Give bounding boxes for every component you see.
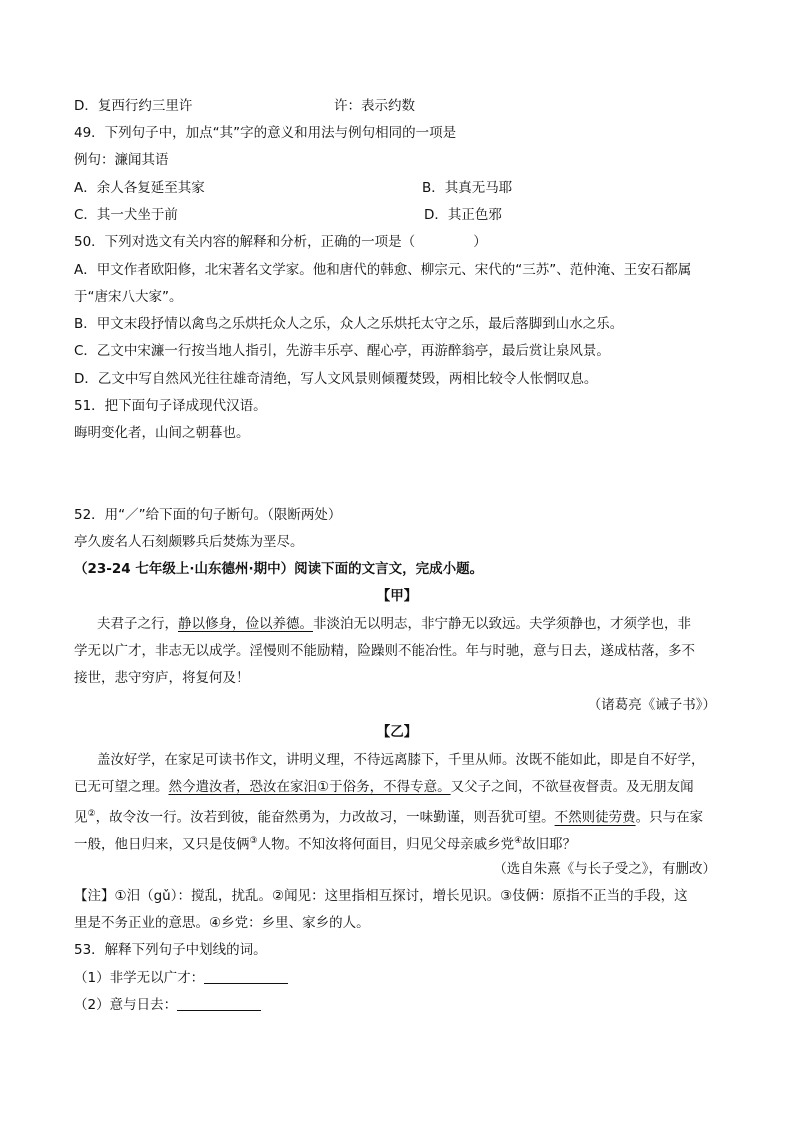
jia-text: 夫君子之行， (97, 616, 178, 632)
q50-option-a-line1: A．甲文作者欧阳修，北宋著名文学家。他和唐代的韩愈、柳宗元、宋代的“三苏”、范仲淹、王安石都属 (74, 262, 692, 278)
q49-option-b: B．其真无马耶 (422, 180, 513, 196)
q52-sentence: 亭久废名人石刻颇夥兵后焚炼为垩尽。 (74, 534, 304, 550)
jia-line-3: 接世，悲守穷庐，将复何及！ (74, 670, 250, 686)
q49-option-c: C．其一犬坐于前 (74, 207, 178, 223)
q50-stem-close: ） (473, 234, 487, 250)
yi-text: ，故令汝一行。汝若到彼，能奋然勇为，力改故习，一味勤谨，则吾犹可望。 (95, 809, 555, 826)
yi-text: 人物。不知汝将何面目，归见父母亲戚乡党 (257, 836, 515, 853)
jia-source: （诸葛亮《诫子书》） (587, 697, 716, 713)
yi-title: 【乙】 (376, 724, 418, 740)
jia-title: 【甲】 (376, 588, 418, 604)
yi-underlined: 然今遣汝者，恐汝在家汨①于俗务，不得专意。 (168, 779, 451, 795)
q53-sub-1 (74, 968, 288, 988)
q50-option-b: B．甲文末段抒情以禽鸟之乐烘托众人之乐，众人之乐烘托太守之乐，最后落脚到山水之乐。 (74, 316, 624, 332)
option-text: D．复西行约三里许 (74, 98, 193, 114)
yi-line-3 (74, 804, 703, 828)
answer-blank-2[interactable] (177, 996, 261, 1011)
yi-source: （选自朱熹《与长子受之》，有删改） (493, 861, 716, 877)
section-header: （23-24 七年级上·山东德州·期中）阅读下面的文言文，完成小题。 (74, 561, 484, 577)
q49-options-ab (74, 178, 513, 198)
footnote-mark: ③ (249, 836, 258, 846)
jia-line-2: 学无以广才，非志无以成学。淫慢则不能励精，险躁则不能冶性。年与时驰，意与日去，遂成枯落，多不 (74, 643, 695, 659)
option-d-prev (74, 96, 415, 116)
yi-text: 已无可望之理。 (74, 779, 169, 795)
footnote-mark: ④ (514, 836, 523, 846)
q49-options-cd (74, 205, 502, 225)
q53-sub-1-text: （1）非学无以广才： (74, 970, 205, 986)
yi-text: 又父子之间，不欲昼夜督责。及无朋友闻 (450, 779, 694, 795)
q51-stem: 51．把下面句子译成现代汉语。 (74, 398, 267, 414)
q49-example: 例句：濂闻其语 (74, 152, 169, 168)
q49-option-d: D．其正色邪 (424, 207, 502, 223)
yi-line-2 (74, 777, 694, 797)
yi-text: 。只与在家 (635, 809, 704, 826)
q53-sub-2-text: （2）意与日去： (74, 997, 178, 1013)
q50-option-a-line2: 于“唐宋八大家”。 (74, 289, 183, 305)
jia-underlined: 静以修身，俭以养德。 (178, 616, 313, 632)
yi-line-1: 盖汝好学，在家足可读书作文，讲明义理，不待远离膝下，千里从师。汝既不能如此，即是自不好学， (97, 752, 705, 768)
q53-stem: 53．解释下列句子中划线的词。 (74, 942, 267, 958)
q52-stem: 52．用“／”给下面的句子断句。（限断两处） (74, 507, 342, 523)
q50-option-d: D．乙文中写自然风光往往雄奇清绝，写人文风景则倾覆焚毁，两相比较令人怅惘叹息。 (74, 371, 598, 387)
yi-text: 故旧耶？ (522, 836, 577, 853)
notes-line-2: 里是不务正业的意思。④乡党：乡里、家乡的人。 (74, 915, 370, 931)
q50-option-c: C．乙文中宋濂一行按当地人指引，先游丰乐亭、醒心亭，再游醉翁亭，最后赏让泉风景。 (74, 343, 610, 359)
yi-underlined: 不然则徒劳费 (554, 809, 636, 826)
q51-sentence: 晦明变化者，山间之朝暮也。 (74, 425, 250, 441)
yi-line-4 (74, 831, 576, 855)
q53-sub-2 (74, 995, 261, 1015)
jia-text: 非淡泊无以明志，非宁静无以致远。夫学须静也，才须学也，非 (313, 616, 691, 632)
q49-stem: 49．下列句子中，加点“其”字的意义和用法与例句相同的一项是 (74, 125, 457, 141)
option-meaning: 许：表示约数 (334, 98, 415, 114)
q49-option-a: A．余人各复延至其家 (74, 180, 205, 196)
q50-stem-text: 50．下列对选文有关内容的解释和分析，正确的一项是（ (74, 234, 416, 250)
answer-blank-1[interactable] (204, 969, 288, 984)
yi-text: 一般，他日归来，又只是伎俩 (74, 836, 250, 853)
yi-text: 见 (74, 809, 88, 826)
jia-line-1 (97, 614, 691, 634)
notes-line-1: 【注】①汨（gǔ）：搅乱，扰乱。②闻见：这里指相互探讨，增长见识。③伎俩：原指不正当的手段，这 (74, 888, 688, 904)
footnote-mark: ② (87, 809, 96, 819)
q50-stem (74, 232, 487, 252)
